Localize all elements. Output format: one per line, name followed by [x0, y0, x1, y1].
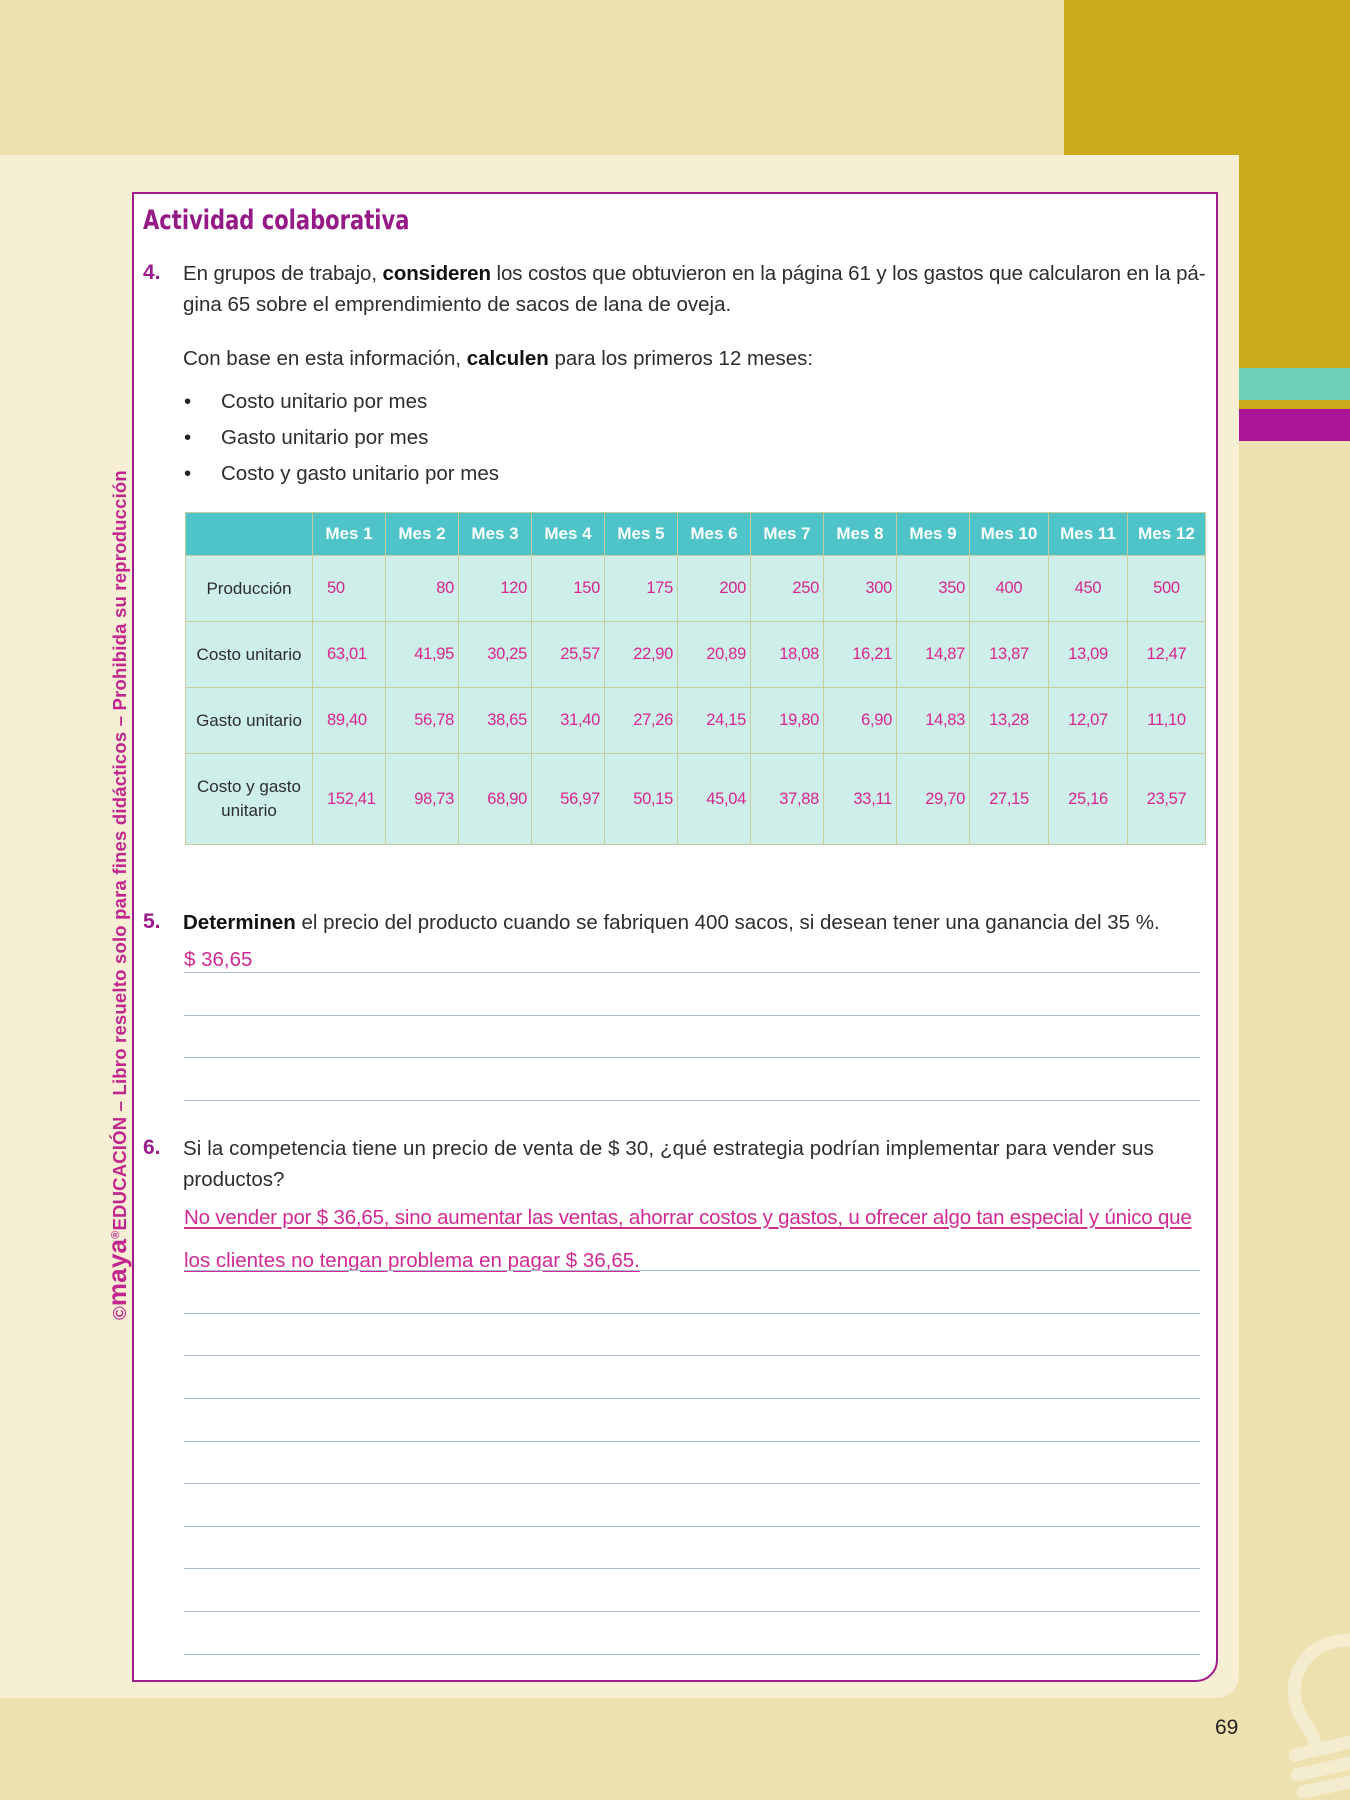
table-cell: 63,01 — [313, 622, 386, 688]
bullet-item: • Costo y gasto unitario por mes — [184, 457, 499, 493]
question-6-number: 6. — [143, 1136, 161, 1159]
table-cell: 25,57 — [532, 622, 605, 688]
table-cell: 450 — [1049, 556, 1128, 622]
table-cell: 200 — [678, 556, 751, 622]
table-cell: 50 — [313, 556, 386, 622]
table-header-cell: Mes 9 — [897, 513, 970, 556]
table-header-cell: Mes 3 — [459, 513, 532, 556]
answer-line — [184, 1015, 1200, 1016]
answer-line — [184, 1313, 1200, 1314]
answer-line — [184, 1355, 1200, 1356]
q4-intro-post: para los primeros 12 meses: — [548, 347, 814, 370]
bullet-item: • Gasto unitario por mes — [184, 421, 499, 457]
table-cell: 30,25 — [459, 622, 532, 688]
table-cell: 27,15 — [970, 754, 1049, 845]
table-header-cell: Mes 1 — [313, 513, 386, 556]
table-cell: 250 — [751, 556, 824, 622]
table-cell: 11,10 — [1128, 688, 1206, 754]
table-cell: 19,80 — [751, 688, 824, 754]
table-header-cell: Mes 11 — [1049, 513, 1128, 556]
page-number: 69 — [1215, 1716, 1239, 1739]
row-label-line-2: unitario — [221, 801, 277, 820]
table-cell: 22,90 — [605, 622, 678, 688]
table-cell: 68,90 — [459, 754, 532, 845]
magenta-tab-strip — [1239, 409, 1350, 441]
question-4-text — [183, 258, 1208, 320]
table-cell: 24,15 — [678, 688, 751, 754]
answer-line — [184, 1526, 1200, 1527]
q4-line1-post: los costos que obtuvieron en la página 61 y los gastos que calcularon en la pá- — [490, 262, 1206, 285]
q5-bold: Determinen — [183, 911, 296, 934]
table-cell: 13,28 — [970, 688, 1049, 754]
table-cell: 150 — [532, 556, 605, 622]
answer-line — [184, 1398, 1200, 1399]
table-row-costo-unitario — [186, 622, 1206, 688]
q4-intro-bold: calculen — [466, 347, 549, 370]
table-cell: 300 — [824, 556, 897, 622]
table-cell: 20,89 — [678, 622, 751, 688]
table-cell: 23,57 — [1128, 754, 1206, 845]
answer-line — [184, 1568, 1200, 1569]
table-row-costo-y-gasto — [186, 754, 1206, 845]
question-6-answer-line-1: No vender por $ 36,65, sino aumentar las ventas, ahorrar costos y gastos, u ofrecer algo tan especial y único que — [184, 1206, 1192, 1229]
table-cell: 80 — [386, 556, 459, 622]
question-4-number: 4. — [143, 261, 161, 284]
table-cell: 120 — [459, 556, 532, 622]
copyright-sidebar — [102, 470, 133, 1320]
question-4-line-1 — [183, 258, 1208, 289]
answer-line — [184, 1654, 1200, 1655]
table-row-gasto-unitario — [186, 688, 1206, 754]
question-5-number: 5. — [143, 910, 161, 933]
table-cell: 29,70 — [897, 754, 970, 845]
right-margin-band — [1239, 441, 1350, 1800]
table-header-cell: Mes 10 — [970, 513, 1049, 556]
table-corner-cell — [186, 513, 313, 556]
q4-line1-pre: En grupos de trabajo, — [183, 262, 383, 285]
table-header-cell: Mes 4 — [532, 513, 605, 556]
table-header-row — [186, 513, 1206, 556]
row-label: Gasto unitario — [186, 688, 313, 754]
table-cell: 12,07 — [1049, 688, 1128, 754]
table-cell: 175 — [605, 556, 678, 622]
table-cell: 350 — [897, 556, 970, 622]
row-label-line-1: Costo y gasto — [197, 777, 301, 796]
answer-line — [184, 1100, 1200, 1101]
table-header-cell: Mes 2 — [386, 513, 459, 556]
table-cell: 500 — [1128, 556, 1206, 622]
table-cell: 56,78 — [386, 688, 459, 754]
copyright-symbol: © — [109, 1306, 130, 1320]
answer-line — [184, 972, 1200, 973]
table-cell: 31,40 — [532, 688, 605, 754]
q4-intro-pre: Con base en esta información, — [183, 347, 467, 370]
q4-line1-bold: consideren — [382, 262, 491, 285]
question-4-intro — [183, 343, 813, 374]
table-cell: 400 — [970, 556, 1049, 622]
brand-logo-text: maya — [102, 1238, 132, 1307]
question-5-answer: $ 36,65 — [184, 948, 253, 971]
table-cell: 33,11 — [824, 754, 897, 845]
question-6-line-1: Si la competencia tiene un precio de venta de $ 30, ¿qué estrategia podrían implementar para vender sus — [183, 1137, 1154, 1160]
table-cell: 18,08 — [751, 622, 824, 688]
table-cell: 41,95 — [386, 622, 459, 688]
question-6-text — [183, 1133, 1208, 1195]
table-cell: 50,15 — [605, 754, 678, 845]
table-header-cell: Mes 6 — [678, 513, 751, 556]
monthly-cost-table — [185, 512, 1206, 845]
table-cell: 89,40 — [313, 688, 386, 754]
table-cell: 152,41 — [313, 754, 386, 845]
copyright-text: EDUCACIÓN – Libro resuelto solo para fines didácticos – Prohibida su reproducción — [109, 470, 130, 1231]
table-cell: 6,90 — [824, 688, 897, 754]
table-cell: 16,21 — [824, 622, 897, 688]
question-6-line-2: productos? — [183, 1168, 285, 1191]
table-header-cell: Mes 8 — [824, 513, 897, 556]
question-5-text — [183, 907, 1160, 938]
row-label: Producción — [186, 556, 313, 622]
teal-tab-strip — [1239, 368, 1350, 400]
row-label — [186, 754, 313, 845]
answer-line — [184, 1611, 1200, 1612]
table-cell: 13,09 — [1049, 622, 1128, 688]
table-cell: 56,97 — [532, 754, 605, 845]
table-cell: 98,73 — [386, 754, 459, 845]
table-cell: 38,65 — [459, 688, 532, 754]
question-4-line-2: gina 65 sobre el emprendimiento de sacos de lana de oveja. — [183, 293, 732, 316]
table-cell: 45,04 — [678, 754, 751, 845]
table-cell: 25,16 — [1049, 754, 1128, 845]
table-cell: 14,87 — [897, 622, 970, 688]
bullet-item: • Costo unitario por mes — [184, 385, 499, 421]
question-4-bullet-list — [184, 385, 499, 493]
table-header-cell: Mes 5 — [605, 513, 678, 556]
table-row-produccion — [186, 556, 1206, 622]
question-6-answer-line-2: los clientes no tengan problema en pagar $ 36,65. — [184, 1249, 640, 1272]
row-label: Costo unitario — [186, 622, 313, 688]
answer-line — [184, 1483, 1200, 1484]
table-header-cell: Mes 12 — [1128, 513, 1206, 556]
answer-line — [184, 1057, 1200, 1058]
table-cell: 27,26 — [605, 688, 678, 754]
table-header-cell: Mes 7 — [751, 513, 824, 556]
q5-text-rest: el precio del producto cuando se fabriquen 400 sacos, si desean tener una ganancia del 35 %. — [295, 911, 1160, 934]
table-cell: 13,87 — [970, 622, 1049, 688]
registered-symbol: ® — [109, 1230, 122, 1239]
answer-line — [184, 1270, 1200, 1271]
table-cell: 37,88 — [751, 754, 824, 845]
answer-line — [184, 1441, 1200, 1442]
table-cell: 14,83 — [897, 688, 970, 754]
activity-title: Actividad colaborativa — [143, 205, 410, 236]
lightbulb-icon — [1255, 1630, 1350, 1800]
table-cell: 12,47 — [1128, 622, 1206, 688]
